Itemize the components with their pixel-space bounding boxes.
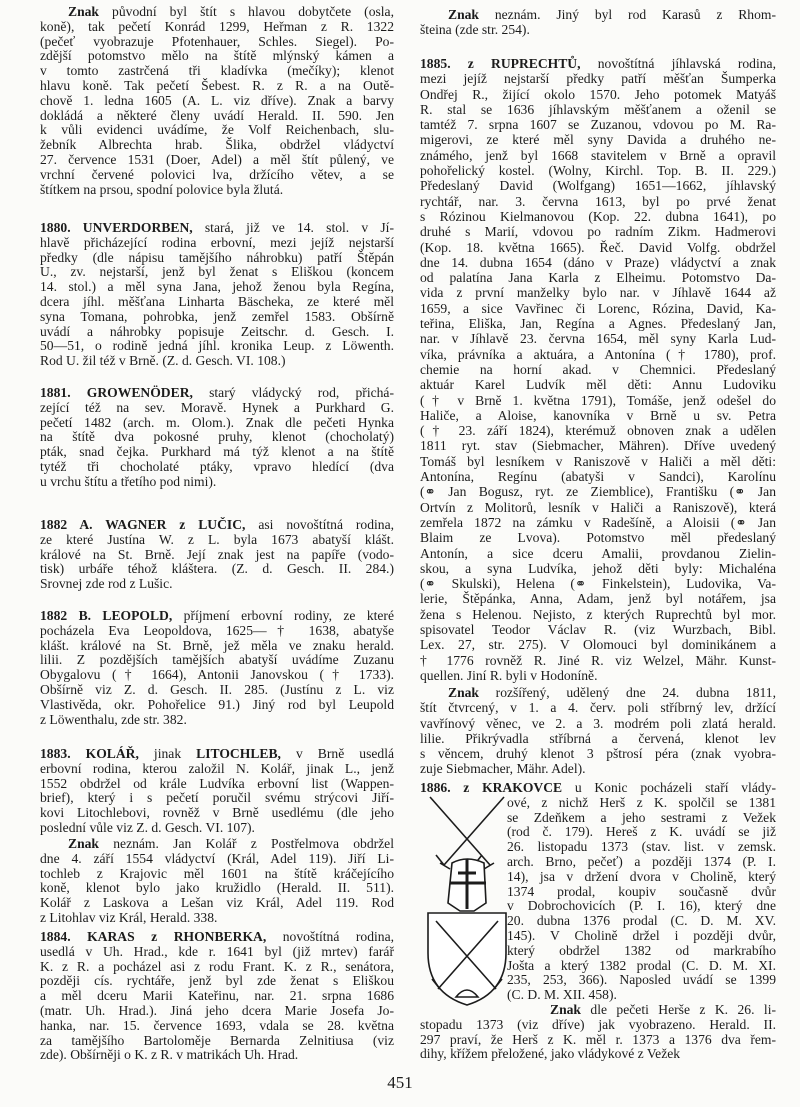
text-line: za tamějšího Bartoloměje Bernarda Zelnitiusa (viz xyxy=(40,1032,394,1048)
text-line: ze které Justína W. z L. byla 1673 abatyší klášt. xyxy=(40,531,394,547)
text-line: chemie na horní akad. v Chemnici. Předeslaný xyxy=(420,361,776,377)
text-line: hanka, nar. 15. července 1693, vdala se 28. května xyxy=(40,1017,394,1033)
text-segment: starý vládycký rod, přichá- xyxy=(192,385,394,400)
text-line xyxy=(40,518,394,533)
text-line: na štítě dva pokosné pruhy, klenot (chocholatý) xyxy=(40,429,394,445)
text-segment: rozšířený, udělený dne 24. dubna 1811, xyxy=(478,685,776,700)
entry-heading: 1882 A. WAGNER z LUČIC, xyxy=(40,517,246,532)
text-line: (matr. Uh. Hrad.). Jiná jeho dcera Marie Josefa Jo- xyxy=(40,1002,394,1018)
text-line: štít čtvrcený, v 1. a 4. červ. poli stříbrný lev, držící xyxy=(420,700,776,716)
text-line: (rod č. 179). Hereš z K. uvádí se již xyxy=(507,824,776,840)
text-line: Rod U. žil též v Brně. (Z. d. Gesch. VI. 108.) xyxy=(40,353,286,369)
text-line xyxy=(40,221,394,236)
text-line: dne 4. září 1554 vládyctví (Král, Adel 119). Jiří Li- xyxy=(40,850,394,866)
text-line: u vrchu štítu a třetího pod nimi). xyxy=(40,473,217,489)
text-line: lerie, Štěpánka, Anna, Adam, jenž byl notářem, jsa xyxy=(420,591,776,607)
entry-1882b-leopold xyxy=(40,609,394,727)
text-line: zející též na sev. Moravě. Hynek a Purkhard G. xyxy=(40,399,394,415)
text-line: quellen. Jiní R. byli v Hodoníně. xyxy=(420,667,598,683)
text-line: koně), tak pečetí Konrád 1299, Heřman z R. 1322 xyxy=(40,18,394,34)
text-line: k vůli evidenci uvádíme, že Volf Reichenbach, slu- xyxy=(40,122,394,138)
text-line: tochleb z Krajovic měl 1601 na štítě kráčejícího xyxy=(40,865,394,881)
text-line: 20. dubna 1376 prodal (C. D. M. XV. xyxy=(507,913,776,929)
text-line: 145). V Cholině držel i později dvůr, xyxy=(507,927,776,943)
text-line: v tomto zastrčená tři kladívka (mečíky); klenot xyxy=(40,63,394,79)
text-line: nar. v Jíhlavě 23. června 1654, měl syny Karla Lud- xyxy=(420,331,776,347)
paragraph-coat-of-arms-note xyxy=(40,5,394,197)
text-line: zemřela 1872 na zámku v Radešíně, a Aloisii (⚭ Jan xyxy=(420,514,776,530)
text-segment: asi novoštítná rodina, xyxy=(245,517,395,532)
text-line: pohořelický kostel. (Wolny, Kirchl. Top. B. II. 229.) xyxy=(420,163,776,179)
entry-heading: 1884. KARAS z RHONBERKA, xyxy=(40,929,267,944)
text-line: Jošta a který 1382 prodal (C. D. M. XI. xyxy=(507,957,776,973)
entry-1880-unverdorben xyxy=(40,221,394,369)
text-line: pták, snad čejka. Purkhard má týž klenot a na štítě xyxy=(40,444,394,460)
page-number: 451 xyxy=(387,1073,413,1092)
text-line: dne 14. dubna 1654 (dáno v Praze) vládyctví a znak xyxy=(420,254,776,270)
text-line: 297 praví, že Herš z K. měl r. 1373 a 1376 dva řem- xyxy=(420,1031,776,1047)
text-line: víka, právníka a aktuára, a Antonína († 1780), prof. xyxy=(420,346,776,362)
text-line: kovi Litochlebovi, rovněž v Brně usedlému (dle jeho xyxy=(40,805,394,821)
entry-heading: 1881. GROWENÖDER, xyxy=(40,385,193,400)
text-line: s Rózinou Kielmanovou (Kop. 22. dubna 1641), po xyxy=(420,208,776,224)
text-line: (pečeť vyobrazuje Pfotenhauer, Schles. Siegel). Po- xyxy=(40,33,394,49)
text-line: Lex. 27, str. 275). V Olomouci byl dominikánem a xyxy=(420,637,776,653)
text-line: králové na St. Brně. Její znak jest na papíře (vodo- xyxy=(40,546,394,562)
text-line: s věncem, druhý klenot 3 pštrosí péra (znak vyobra- xyxy=(420,746,776,762)
entry-heading: Znak xyxy=(550,1001,581,1017)
text-segment: dle pečeti Herše z K. 26. li- xyxy=(580,1001,776,1017)
text-line: z Löwenthalu, zde str. 382. xyxy=(40,711,187,727)
text-line: skou, a syna Ludvíka, jehož děti byly: Michaléna xyxy=(420,560,776,576)
entry-heading: 1885. z RUPRECHTŮ, xyxy=(420,56,581,71)
text-line: vrchní červené polovici lva, držícího větev, a se xyxy=(40,166,394,182)
text-line: 1659, a sice Vavřinec či Lorenc, Rózina, David, Ka- xyxy=(420,300,776,316)
text-line xyxy=(40,5,394,20)
text-line: syna Tomana, pohrobka, jenž zemřel 1583. Obšírně xyxy=(40,308,394,324)
text-line: 26. listopadu 1373 (stav. list. v zemsk. xyxy=(507,839,776,855)
text-segment: jinak xyxy=(138,746,197,761)
text-line xyxy=(420,8,776,23)
text-line xyxy=(40,930,394,945)
text-line: zde). Obšírněji o K. z R. v matrikách Uh. Hrad. xyxy=(40,1047,299,1063)
text-line xyxy=(40,609,394,624)
text-line: od palatína Jana Karla z Elheimu. Potomstvo Da- xyxy=(420,270,776,286)
text-line: brief), který i s pečetí poručil svému strýcovi Jiří- xyxy=(40,790,394,806)
text-line: Obšírně viz Z. d. Gesch. II. 285. (Justínu z L. viz xyxy=(40,681,394,697)
text-line: zdější potomstvo mělo na štítě mlýnský kámen a xyxy=(40,48,394,64)
text-line: druhé s Marií, vdovou po radním Zikm. Hadmerovi xyxy=(420,224,776,240)
text-line: erbovní rodina, kterou založil N. Kolář, jinak L., jenž xyxy=(40,760,394,776)
text-line: arch. Brno, pečeť) a později 1374 (P. I. xyxy=(507,853,776,869)
text-line: (⚭ Jan Bogusz, ryt. ze Ziemblice), Františku (⚭ Jan xyxy=(420,484,776,500)
text-line: U., zv. nejstarší, jenž byl ženat s Eliškou (koncem xyxy=(40,264,394,280)
text-line: spisovatel Teodor Václav R. (viz Wurzbach, Bibl. xyxy=(420,621,776,637)
text-segment: příjmení erbovní rodiny, ze které xyxy=(172,608,394,623)
paragraph-1885-coat-of-arms xyxy=(420,685,776,777)
entry-heading: Znak xyxy=(68,4,99,19)
entry-heading: 1886. z KRAKOVCE xyxy=(420,780,563,795)
text-line: vavřínový věnec, ve 2. a 3. modrém poli zlatá herald. xyxy=(420,715,776,731)
text-line: tytéž tři chocholaté ptáky, vpravo hledící (dva xyxy=(40,458,394,474)
text-line: hlavě přicházející rodina erbovní, mezi jejíž nejstarší xyxy=(40,234,394,250)
entry-heading: 1883. KOLÁŘ, xyxy=(40,746,139,761)
text-line: († 23. září 1824), kterémuž obnoven znak a udělen xyxy=(420,423,776,439)
text-line: šteina (zde str. 254). xyxy=(420,21,530,37)
text-line: později cís. rychtáře, jenž byl zde ženat s Eliškou xyxy=(40,973,394,989)
entry-heading: 1882 B. LEOPOLD, xyxy=(40,608,173,623)
text-segment: novoštítná rodina, xyxy=(266,929,395,944)
text-line: (⚭ Skulski), Helena (⚭ Finkelstein), Ludovika, Va- xyxy=(420,576,776,592)
text-line: (Kop. 18. května 1665). Řeč. David Volfg. obdržel xyxy=(420,239,776,255)
text-line: Antonína, Regínu (abatyši v Sandci), Karolínu xyxy=(420,469,776,485)
text-line: Obygalovu († 1664), Antonii Janovskou († 1733). xyxy=(40,667,394,683)
text-line: Tomáš byl lesníkem v Raniszově v Haliči a měl děti: xyxy=(420,453,776,469)
text-line: koně, klenot bylo jako kružidlo (Herald. II. 511). xyxy=(40,880,394,896)
text-segment: stará, již ve 14. stol. v Jí- xyxy=(192,220,394,235)
text-segment: původní byl štít s hlavou dobytčete (osla, xyxy=(98,4,394,19)
coat-of-arms-icon xyxy=(426,793,508,1007)
text-line: Ondřej R., žijící okolo 1570. Jeho potomek Matyáš xyxy=(420,86,776,102)
text-line: 1552 obdržel od krále Ludvíka erbovní list (Wappen- xyxy=(40,775,394,791)
entry-1882a-wagner xyxy=(40,518,394,592)
text-line: poslední vůle viz Z. d. Gesch. VI. 107). xyxy=(40,819,255,835)
text-line: lilie. Přikrývadla stříbrná a červená, klenot lev xyxy=(420,730,776,746)
text-line: žena s Helenou. Nejisto, z kterých Ruprechtů byl mor. xyxy=(420,606,776,622)
text-line: († v Brně 1. května 1791), Tomáše, jenž odešel do xyxy=(420,392,776,408)
text-line: v Dobrochovicích (P. I. 16), který dne xyxy=(507,898,776,914)
text-segment: v Brně usedlá xyxy=(280,746,395,761)
text-line: Srovnej zde rod z Lušic. xyxy=(40,576,173,592)
text-line xyxy=(40,386,394,401)
text-line: Ortvín z Molitorů, lesník v Haliči a Raniszově), která xyxy=(420,499,776,515)
entry-heading: Znak xyxy=(448,685,479,700)
text-line: známého, jenž byl 1668 stavitelem v Brně a opravil xyxy=(420,147,776,163)
text-line: rychtář, nar. 3. června 1613, byl po prvé ženat xyxy=(420,193,776,209)
text-line: chově 1. ledna 1605 (A. L. viz dříve). Znak a barvy xyxy=(40,92,394,108)
text-line: Vlastivěda, okr. Pohořelice 91.) Jiný rod byl Leupold xyxy=(40,696,394,712)
paragraph-1883-coat-of-arms xyxy=(40,837,394,926)
text-line: † 1776 rovněž R. Jiné R. viz Welzel, Mähr. Kunst- xyxy=(420,652,776,668)
text-line: předky (dle nápisu tamějšího náhrobku) patří Štěpán xyxy=(40,249,394,265)
text-line: Kolář z Laskova a Lešan viz Král, Adel 119. Rod xyxy=(40,895,394,911)
text-line: pečetí 1482 (arch. m. Olom.). Znak dle pečeti Hynka xyxy=(40,414,394,430)
text-line xyxy=(40,837,394,852)
text-line: Haliče, a Aloise, kanovníka v Brně u sv. Petra xyxy=(420,407,776,423)
text-line: mezi jejíž nejstarší předky patří měšťan Šumperka xyxy=(420,71,776,87)
text-line: stopadu 1373 (viz dříve) jak vyobrazeno. Herald. II. xyxy=(420,1016,776,1032)
entry-1885-ruprecht xyxy=(420,56,776,683)
text-line: 27. července 1531 (Doer, Adel) a měl štít půlený, ve xyxy=(40,151,394,167)
text-line: 14), jsa v držení dvora v Cholině, který xyxy=(507,868,776,884)
text-line xyxy=(420,56,776,71)
text-line: R. stal se 1636 jíhlavským měšťanem a oženil se xyxy=(420,101,776,117)
text-line: vida z první manželky bylo nar. v Jíhlavě 1644 až xyxy=(420,285,776,301)
text-line: Antonín, a sice dceru Amalii, provdanou Zielin- xyxy=(420,545,776,561)
entry-1883-kolar xyxy=(40,747,394,836)
text-line: lilii. Z pozdějších tamějších abatyší uvádíme Zuzanu xyxy=(40,652,394,668)
text-line: klášt. králové na St. Brně, jež měla ve znaku herald. xyxy=(40,637,394,653)
text-line: zuje Siebmacher, Mähr. Adel). xyxy=(420,761,586,777)
text-line: ové, z nichž Herš z K. spolčil se 1381 xyxy=(507,794,776,810)
entry-heading: LITOCHLEB, xyxy=(196,746,281,761)
text-line: 1374 prodal, koupiv současně dvůr xyxy=(507,883,776,899)
text-line: K. z R. a pocházel asi z rodu Frant. K. z R., senátora, xyxy=(40,958,394,974)
text-line: aktuár Karel Ludvík měl děti: Annu Ludoviku xyxy=(420,377,776,393)
entry-1884-karas xyxy=(40,930,394,1063)
text-segment: neznám. Jan Kolář z Postřelmova obdržel xyxy=(98,836,394,851)
text-line: Blaim ze Lvova). Potomstvo měl předeslaný xyxy=(420,530,776,546)
text-line: migerovi, ze které měl syny Davida a druhého ne- xyxy=(420,132,776,148)
text-line: uvádí a náhrobky popisuje Zeitschr. d. Gesch. I. xyxy=(40,323,394,339)
entry-heading: Znak xyxy=(448,7,479,22)
text-segment: neznám. Jiný byl rod Karasů z Rhom- xyxy=(478,7,776,22)
text-line: dcera jíhl. měšťana Linharta Bäscheka, ze které měl xyxy=(40,293,394,309)
entry-1881-growenoder xyxy=(40,386,394,490)
text-line xyxy=(420,685,776,700)
text-line: dokládá a některé členy uvádí Herald. II. 590. Jen xyxy=(40,107,394,123)
text-line: Předeslaný David (Wolfgang) 1651—1662, jíhlavský xyxy=(420,178,776,194)
text-line: se Zdeňkem a jeho sestrami z Vežek xyxy=(507,809,776,825)
text-line: 50—51, o rodině jedná jíhl. kronika Leup. z Löwenth. xyxy=(40,338,394,354)
text-line: z Litohlav viz Král, Herald. 338. xyxy=(40,909,218,925)
text-line: 235, 253, 366). Naposled uvádí se 1399 xyxy=(507,972,776,988)
text-line: 1811 ryt. stav (Siebmacher, Mähren). Dříve uvedený xyxy=(420,438,776,454)
paragraph-1884-coat-of-arms xyxy=(420,8,776,38)
text-line: teřina, Eliška, Jan, Regína a Agnes. Předeslaný Jan, xyxy=(420,316,776,332)
text-line: usedlá v Uh. Hrad., kde r. 1641 byl (již mrtev) farář xyxy=(40,943,394,959)
text-line: a měl dceru Marii Kateřinu, nar. 21. srpna 1686 xyxy=(40,988,394,1004)
text-line: hlavu koně. Tak pečetí Šebest. R. z R. a na Outě- xyxy=(40,77,394,93)
text-line: žebník Albrechta hrab. Šlika, obdržel vládyctví xyxy=(40,137,394,153)
entry-heading: 1880. UNVERDORBEN, xyxy=(40,220,193,235)
text-segment: novoštítná jíhlavská rodina, xyxy=(580,56,776,71)
text-line: tamtéž 7. srpna 1607 se Zuzanou, vdovou po M. Ra- xyxy=(420,117,776,133)
text-line: dihy, křížem přeložené, jako vládykové z Vežek xyxy=(420,1046,681,1062)
text-line xyxy=(40,747,394,762)
text-line: tisk) urbáře téhož kláštera. (Z. d. Gesch. II. 284.) xyxy=(40,561,394,577)
text-line: štítkem na prsou, spodní polovice byla žlutá. xyxy=(40,181,284,197)
entry-heading: Znak xyxy=(68,836,99,851)
text-line: pocházela Eva Leopoldova, 1625—† 1638, abatyše xyxy=(40,622,394,638)
text-segment: u Konic pocházeli staří vlády- xyxy=(562,780,776,795)
text-line: (C. D. M. XII. 458). xyxy=(507,987,617,1003)
text-line: 14. stol.) a měl syna Jana, jehož ženou byla Regína, xyxy=(40,279,394,295)
text-line: který obdržel 1382 od markrabího xyxy=(507,942,776,958)
